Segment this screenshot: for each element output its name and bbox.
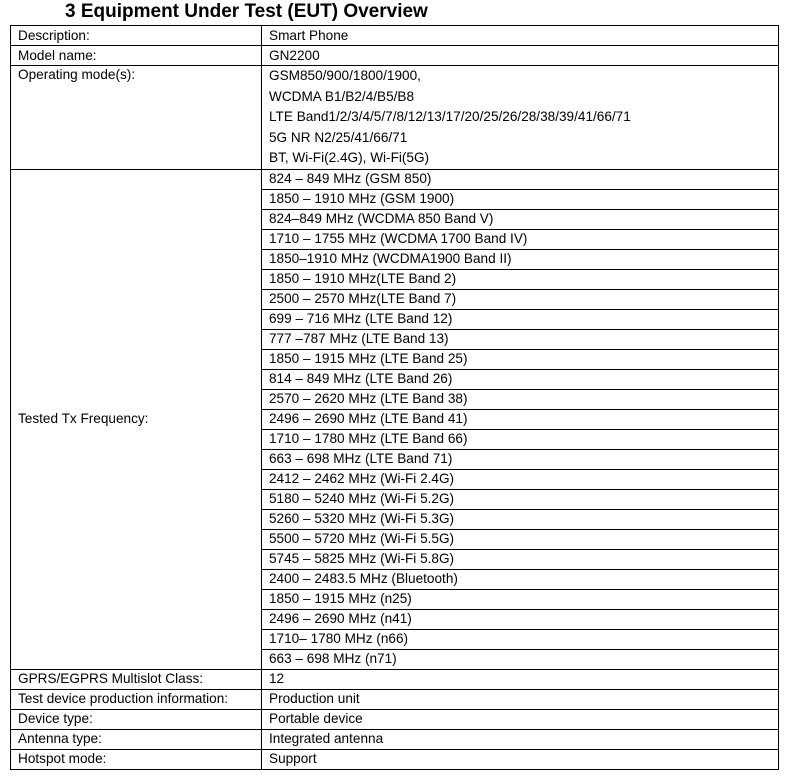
operating-mode-line: LTE Band1/2/3/4/5/7/8/12/13/17/20/25/26/28/38/39/41/66/71 <box>269 109 631 125</box>
row-device-type <box>11 709 779 729</box>
operating-mode-line: WCDMA B1/B2/4/B5/B8 <box>269 88 415 104</box>
model-name-label: Model name: <box>11 46 262 66</box>
operating-mode-line: GSM850/900/1800/1900, <box>269 68 421 83</box>
tested-tx-frequency-value: 663 – 698 MHz (n71) <box>262 649 779 669</box>
antenna-type-label: Antenna type: <box>11 729 262 749</box>
antenna-type-value: Integrated antenna <box>262 729 779 749</box>
tested-tx-frequency-value: 824 – 849 MHz (GSM 850) <box>262 169 779 189</box>
tested-tx-frequency-value: 5745 – 5825 MHz (Wi-Fi 5.8G) <box>262 549 779 569</box>
tested-tx-frequency-value: 1850–1910 MHz (WCDMA1900 Band II) <box>262 249 779 269</box>
tested-tx-frequency-value: 2400 – 2483.5 MHz (Bluetooth) <box>262 569 779 589</box>
operating-mode-line: BT, Wi-Fi(2.4G), Wi-Fi(5G) <box>269 150 430 166</box>
operating-mode-line: 5G NR N2/25/41/66/71 <box>269 129 408 145</box>
description-value: Smart Phone <box>262 26 779 46</box>
device-type-value: Portable device <box>262 709 779 729</box>
tested-tx-frequency-value: 814 – 849 MHz (LTE Band 26) <box>262 369 779 389</box>
tested-tx-frequency-value: 5180 – 5240 MHz (Wi-Fi 5.2G) <box>262 489 779 509</box>
row-description <box>11 26 779 46</box>
multislot-class-value: 12 <box>262 669 779 689</box>
tested-tx-frequency-value: 1850 – 1910 MHz (GSM 1900) <box>262 189 779 209</box>
tested-tx-frequency-value: 824–849 MHz (WCDMA 850 Band V) <box>262 209 779 229</box>
description-label: Description: <box>11 26 262 46</box>
model-name-value: GN2200 <box>262 46 779 66</box>
tested-tx-frequency-value: 1710 – 1780 MHz (LTE Band 66) <box>262 429 779 449</box>
device-type-label: Device type: <box>11 709 262 729</box>
production-info-value: Production unit <box>262 689 779 709</box>
row-operating-modes <box>11 66 779 170</box>
hotspot-mode-label: Hotspot mode: <box>11 749 262 769</box>
operating-modes-values <box>262 66 779 170</box>
tested-tx-frequency-value: 1710– 1780 MHz (n66) <box>262 629 779 649</box>
tested-tx-frequency-value: 1850 – 1910 MHz(LTE Band 2) <box>262 269 779 289</box>
eut-overview-table <box>10 25 779 770</box>
tested-tx-frequency-value: 2496 – 2690 MHz (n41) <box>262 609 779 629</box>
tested-tx-frequency-value: 1710 – 1755 MHz (WCDMA 1700 Band IV) <box>262 229 779 249</box>
row-multislot-class <box>11 669 779 689</box>
production-info-label: Test device production information: <box>11 689 262 709</box>
tested-tx-frequency-value: 2496 – 2690 MHz (LTE Band 41) <box>262 409 779 429</box>
tested-tx-frequency-value: 5260 – 5320 MHz (Wi-Fi 5.3G) <box>262 509 779 529</box>
row-production-info <box>11 689 779 709</box>
tested-tx-frequency-value: 699 – 716 MHz (LTE Band 12) <box>262 309 779 329</box>
tested-tx-frequency-value: 777 –787 MHz (LTE Band 13) <box>262 329 779 349</box>
tested-tx-frequency-value: 2412 – 2462 MHz (Wi-Fi 2.4G) <box>262 469 779 489</box>
tested-tx-frequency-value: 2570 – 2620 MHz (LTE Band 38) <box>262 389 779 409</box>
tested-tx-frequency-value: 2500 – 2570 MHz(LTE Band 7) <box>262 289 779 309</box>
row-antenna-type <box>11 729 779 749</box>
tested-tx-frequency-value: 5500 – 5720 MHz (Wi-Fi 5.5G) <box>262 529 779 549</box>
tested-tx-frequency-value: 1850 – 1915 MHz (LTE Band 25) <box>262 349 779 369</box>
row-hotspot-mode <box>11 749 779 769</box>
hotspot-mode-value: Support <box>262 749 779 769</box>
tested-tx-frequency-label: Tested Tx Frequency: <box>11 169 262 669</box>
operating-modes-label: Operating mode(s): <box>11 66 262 170</box>
tested-tx-frequency-value: 663 – 698 MHz (LTE Band 71) <box>262 449 779 469</box>
tested-tx-frequency-value: 1850 – 1915 MHz (n25) <box>262 589 779 609</box>
row-tested-tx-frequency <box>11 169 779 189</box>
row-model-name <box>11 46 779 66</box>
multislot-class-label: GPRS/EGPRS Multislot Class: <box>11 669 262 689</box>
section-heading: 3 Equipment Under Test (EUT) Overview <box>65 1 428 22</box>
